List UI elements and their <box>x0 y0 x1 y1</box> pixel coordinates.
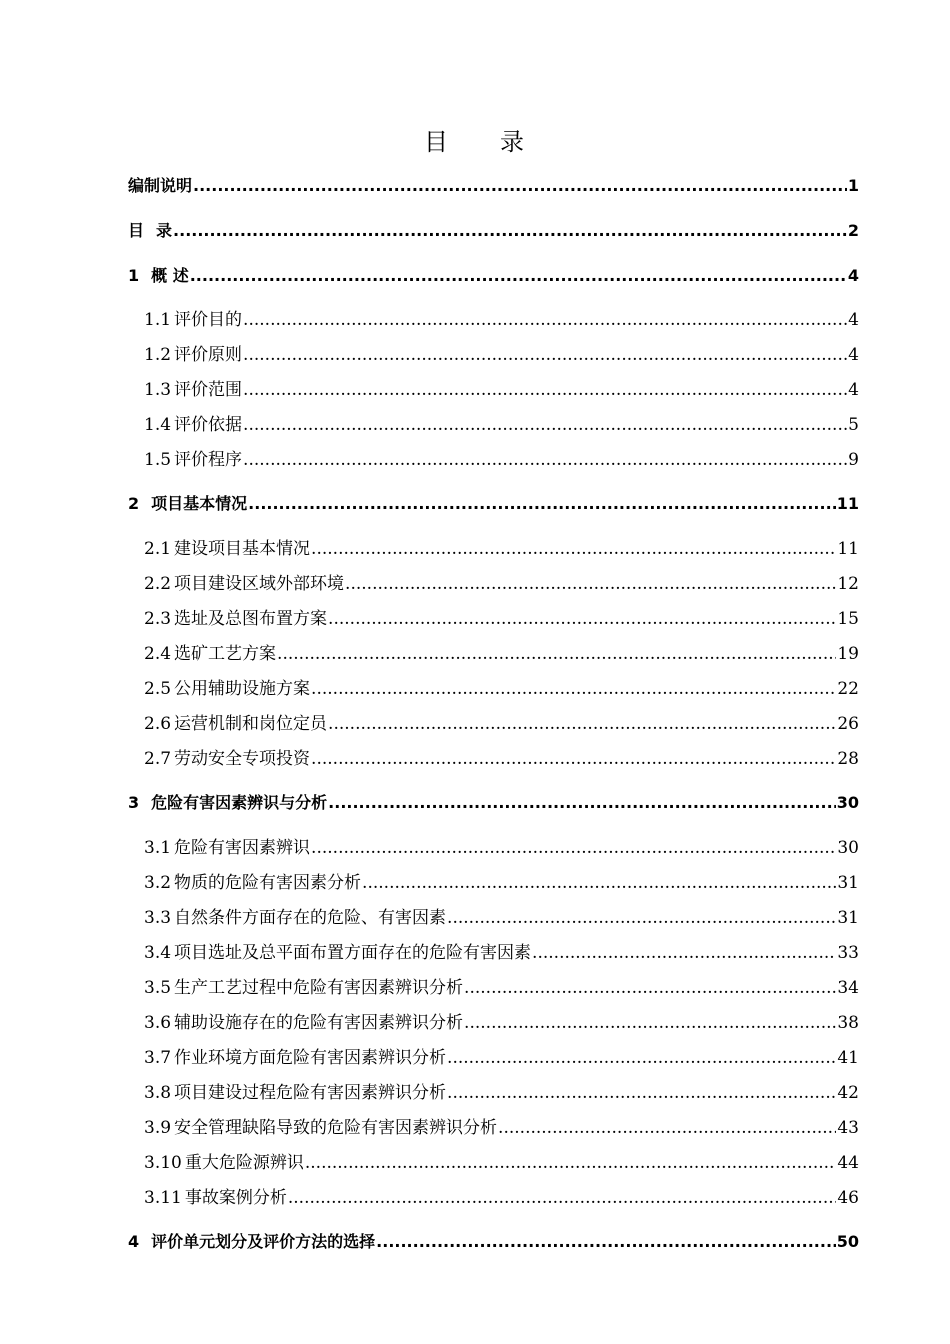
toc-section-entry[interactable] <box>144 343 859 367</box>
toc-section-entry[interactable] <box>144 906 859 930</box>
toc-page-number: 19 <box>837 644 859 664</box>
toc-entry-number: 3.5 <box>144 978 172 998</box>
toc-entry-label: 评价程序 <box>174 450 243 470</box>
toc-page-number: 31 <box>837 908 859 928</box>
toc-entry-number: 2.2 <box>144 574 172 594</box>
toc-dot-leader <box>243 308 847 332</box>
toc-dot-leader <box>362 871 836 895</box>
toc-page-number: 12 <box>837 574 859 594</box>
toc-section-entry[interactable] <box>144 448 859 472</box>
toc-section-entry[interactable] <box>144 1011 859 1035</box>
toc-entry-label: 辅助设施存在的危险有害因素辨识分析 <box>174 1013 464 1033</box>
toc-page-number: 38 <box>837 1013 859 1033</box>
toc-entry-label: 生产工艺过程中危险有害因素辨识分析 <box>174 978 464 998</box>
toc-entry-number: 2.7 <box>144 749 172 769</box>
toc-entry-number: 2.3 <box>144 609 172 629</box>
toc-entry-number: 3.7 <box>144 1048 172 1068</box>
toc-entry-number: 3.6 <box>144 1013 172 1033</box>
toc-entry-label: 建设项目基本情况 <box>174 539 311 559</box>
toc-entry-number: 2 <box>128 494 140 513</box>
toc-entry-number: 1.1 <box>144 310 172 330</box>
toc-entry-label: 项目建设区域外部环境 <box>174 574 345 594</box>
toc-entry-number: 3 <box>128 793 140 812</box>
toc-entry-label: 评价目的 <box>174 310 243 330</box>
toc-entry-label: 公用辅助设施方案 <box>174 679 311 699</box>
toc-entry-number: 1.4 <box>144 415 172 435</box>
toc-dot-leader <box>248 492 836 516</box>
toc-dot-leader <box>243 448 847 472</box>
toc-dot-leader <box>532 941 836 965</box>
toc-chapter-entry[interactable] <box>128 264 859 288</box>
toc-page-number: 15 <box>837 609 859 629</box>
toc-dot-leader <box>277 642 836 666</box>
toc-section-entry[interactable] <box>144 1186 859 1210</box>
toc-entry-label: 事故案例分析 <box>184 1188 287 1208</box>
toc-dot-leader <box>464 1011 836 1035</box>
toc-section-entry[interactable] <box>144 747 859 771</box>
toc-section-entry[interactable] <box>144 1116 859 1140</box>
toc-entry-label: 危险有害因素辨识与分析 <box>151 793 328 812</box>
toc-section-entry[interactable] <box>144 941 859 965</box>
toc-page-number: 43 <box>837 1118 859 1138</box>
toc-section-entry[interactable] <box>144 1046 859 1070</box>
toc-dot-leader <box>447 1046 836 1070</box>
toc-entry-label: 评价范围 <box>174 380 243 400</box>
toc-page-number: 4 <box>847 266 859 285</box>
toc-dot-leader <box>243 378 847 402</box>
toc-section-entry[interactable] <box>144 871 859 895</box>
toc-dot-leader <box>498 1116 836 1140</box>
toc-section-entry[interactable] <box>144 1081 859 1105</box>
toc-page-number: 33 <box>837 943 859 963</box>
toc-entry-label: 评价原则 <box>174 345 243 365</box>
toc-entry-label: 评价依据 <box>174 415 243 435</box>
toc-section-entry[interactable] <box>144 378 859 402</box>
toc-page-number: 50 <box>836 1232 859 1251</box>
toc-entry-label: 安全管理缺陷导致的危险有害因素辨识分析 <box>174 1118 498 1138</box>
toc-dot-leader <box>328 791 836 815</box>
toc-section-entry[interactable] <box>144 677 859 701</box>
toc-page-number: 44 <box>837 1153 859 1173</box>
toc-entry-number: 1 <box>128 266 140 285</box>
toc-entry-label: 自然条件方面存在的危险、有害因素 <box>174 908 447 928</box>
title-char-1: 目 <box>424 128 450 156</box>
toc-entry-label: 作业环境方面危险有害因素辨识分析 <box>174 1048 447 1068</box>
toc-dot-leader <box>447 1081 836 1105</box>
toc-entry-label: 录 <box>156 221 173 240</box>
toc-entry-number: 3.8 <box>144 1083 172 1103</box>
toc-page-number: 34 <box>837 978 859 998</box>
toc-dot-leader <box>190 264 847 288</box>
toc-page-number: 41 <box>837 1048 859 1068</box>
toc-dot-leader <box>464 976 836 1000</box>
toc-entry-number: 2.1 <box>144 539 172 559</box>
toc-entry-label: 选矿工艺方案 <box>174 644 277 664</box>
toc-entry-label: 概 述 <box>151 266 189 285</box>
toc-dot-leader <box>311 537 836 561</box>
toc-entry-number: 2.6 <box>144 714 172 734</box>
toc-entry-label: 危险有害因素辨识 <box>174 838 311 858</box>
toc-entry-number: 3.2 <box>144 873 172 893</box>
toc-dot-leader <box>243 413 847 437</box>
toc-page-number: 4 <box>848 380 859 400</box>
toc-page-number: 4 <box>848 345 859 365</box>
toc-entry-label: 编制说明 <box>128 176 193 195</box>
toc-entry-label: 重大危险源辨识 <box>184 1153 304 1173</box>
toc-dot-leader <box>305 1151 837 1175</box>
toc-dot-leader <box>311 747 836 771</box>
toc-dot-leader <box>311 677 836 701</box>
toc-entry-label: 选址及总图布置方案 <box>174 609 328 629</box>
toc-entry-number: 3.10 <box>144 1153 182 1173</box>
toc-dot-leader <box>328 712 836 736</box>
toc-entry-label: 运营机制和岗位定员 <box>174 714 328 734</box>
toc-entry-number: 1.5 <box>144 450 172 470</box>
toc-section-entry[interactable] <box>144 572 859 596</box>
toc-chapter-entry[interactable] <box>128 219 859 243</box>
toc-page-number: 28 <box>837 749 859 769</box>
toc-page-number: 31 <box>837 873 859 893</box>
toc-page-number: 2 <box>847 221 859 240</box>
toc-section-entry[interactable] <box>144 642 859 666</box>
toc-section-entry[interactable] <box>144 976 859 1000</box>
toc-entry-number: 目 <box>128 221 145 240</box>
toc-dot-leader <box>328 607 836 631</box>
toc-page-number: 22 <box>837 679 859 699</box>
toc-page-number: 26 <box>837 714 859 734</box>
toc-entry-number: 3.1 <box>144 838 172 858</box>
toc-entry-label: 项目建设过程危险有害因素辨识分析 <box>174 1083 447 1103</box>
toc-chapter-entry[interactable] <box>128 492 859 516</box>
toc-page-number: 46 <box>837 1188 859 1208</box>
toc-section-entry[interactable] <box>144 712 859 736</box>
toc-page-number: 42 <box>837 1083 859 1103</box>
toc-chapter-entry[interactable] <box>128 1230 859 1254</box>
toc-entry-number: 2.5 <box>144 679 172 699</box>
toc-entry-number: 3.11 <box>144 1188 182 1208</box>
toc-page-number: 11 <box>837 539 859 559</box>
toc-entry-label: 项目基本情况 <box>151 494 248 513</box>
toc-chapter-entry[interactable] <box>128 174 859 198</box>
toc-entry-number: 3.9 <box>144 1118 172 1138</box>
toc-dot-leader <box>447 906 836 930</box>
toc-entry-label: 评价单元划分及评价方法的选择 <box>151 1232 376 1251</box>
toc-dot-leader <box>376 1230 836 1254</box>
toc-page-number: 1 <box>847 176 859 195</box>
toc-page-number: 30 <box>837 838 859 858</box>
toc-entry-number: 1.3 <box>144 380 172 400</box>
toc-dot-leader <box>311 836 836 860</box>
toc-page-number: 11 <box>836 494 859 513</box>
toc-entry-number: 2.4 <box>144 644 172 664</box>
title-char-2: 录 <box>500 128 526 156</box>
toc-section-entry[interactable] <box>144 413 859 437</box>
toc-dot-leader <box>243 343 847 367</box>
toc-entry-label: 劳动安全专项投资 <box>174 749 311 769</box>
toc-section-entry[interactable] <box>144 1151 859 1175</box>
toc-entry-number: 3.4 <box>144 943 172 963</box>
toc-entry-number: 4 <box>128 1232 140 1251</box>
toc-page-number: 30 <box>836 793 859 812</box>
toc-dot-leader <box>193 174 847 198</box>
toc-section-entry[interactable] <box>144 607 859 631</box>
toc-dot-leader <box>345 572 836 596</box>
toc-page-number: 4 <box>848 310 859 330</box>
toc-entry-number: 1.2 <box>144 345 172 365</box>
page-title <box>0 122 950 157</box>
toc-section-entry[interactable] <box>144 537 859 561</box>
toc-dot-leader <box>173 219 847 243</box>
toc-entry-number: 3.3 <box>144 908 172 928</box>
toc-page-number: 9 <box>848 450 859 470</box>
toc-chapter-entry[interactable] <box>128 791 859 815</box>
toc-page-number: 5 <box>848 415 859 435</box>
toc-section-entry[interactable] <box>144 836 859 860</box>
toc-entry-label: 项目选址及总平面布置方面存在的危险有害因素 <box>174 943 532 963</box>
toc-entry-label: 物质的危险有害因素分析 <box>174 873 362 893</box>
toc-dot-leader <box>288 1186 837 1210</box>
toc-section-entry[interactable] <box>144 308 859 332</box>
